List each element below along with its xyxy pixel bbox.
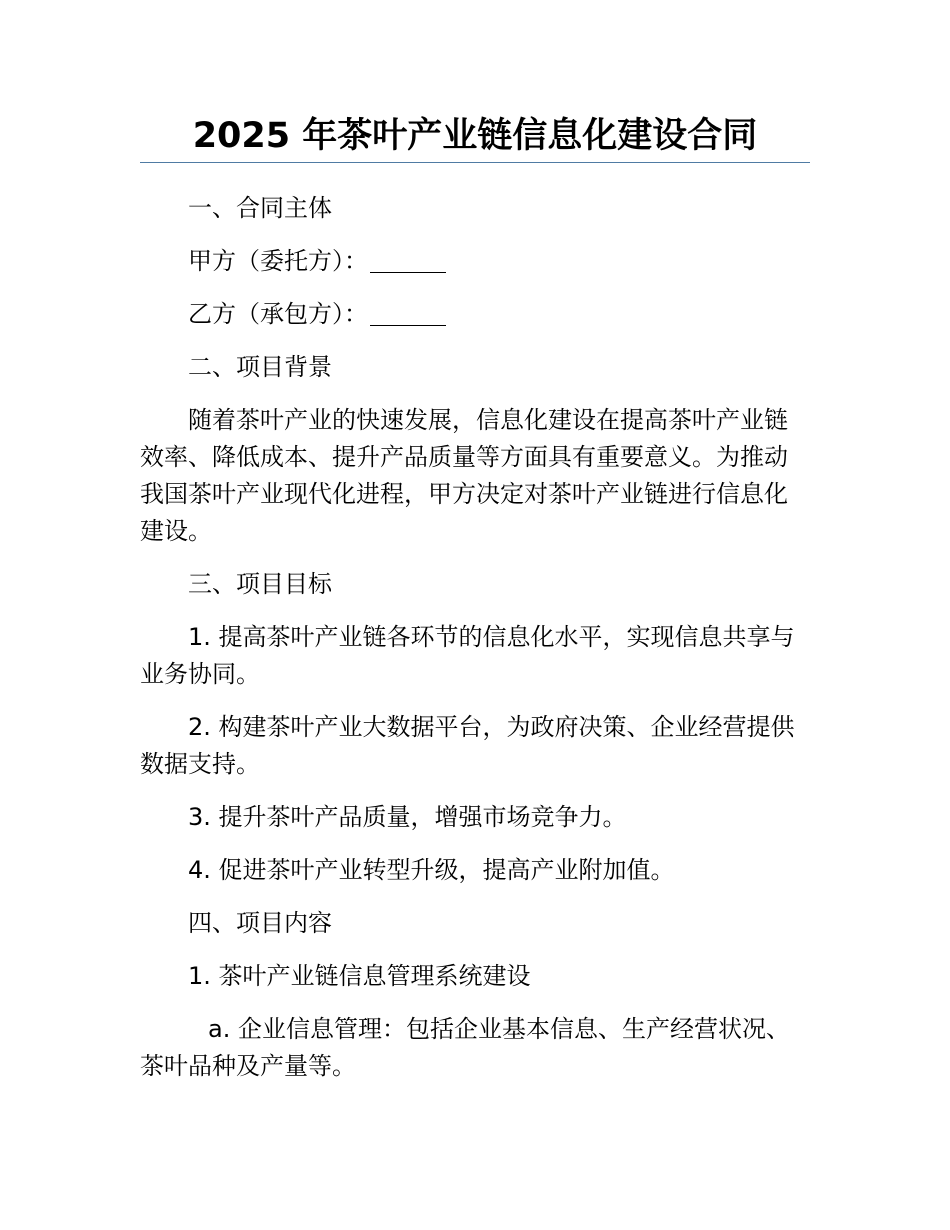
content-item-1a: a. 企业信息管理：包括企业基本信息、生产经营状况、茶叶品种及产量等。 <box>140 1015 790 1080</box>
document-title: 2025 年茶叶产业链信息化建设合同 <box>192 116 758 156</box>
goal-item-4: 4. 促进茶叶产业转型升级，提高产业附加值。 <box>188 856 675 884</box>
goal-item-2: 2. 构建茶叶产业大数据平台，为政府决策、企业经营提供数据支持。 <box>140 713 795 778</box>
party-b-blank <box>370 301 446 326</box>
document-body <box>140 190 810 1101</box>
goal-item-3: 3. 提升茶叶产品质量，增强市场竞争力。 <box>188 803 627 831</box>
party-a-label: 甲方（委托方）： <box>188 247 368 275</box>
title-divider <box>140 162 810 163</box>
party-a-line <box>140 243 810 280</box>
section-heading-parties: 一、合同主体 <box>188 194 332 222</box>
party-b-line <box>140 296 810 333</box>
section-heading-content: 四、项目内容 <box>188 909 332 937</box>
party-a-blank <box>370 248 446 273</box>
party-b-label: 乙方（承包方）： <box>188 300 368 328</box>
content-item-1: 1. 茶叶产业链信息管理系统建设 <box>188 962 531 990</box>
goal-item-1: 1. 提高茶叶产业链各环节的信息化水平，实现信息共享与业务协同。 <box>140 623 795 688</box>
section-heading-goals: 三、项目目标 <box>188 570 332 598</box>
section-heading-background: 二、项目背景 <box>188 353 332 381</box>
background-paragraph: 随着茶叶产业的快速发展，信息化建设在提高茶叶产业链效率、降低成本、提升产品质量等方面具有重要意义。为推动我国茶叶产业现代化进程，甲方决定对茶叶产业链进行信息化建设。 <box>140 406 788 545</box>
